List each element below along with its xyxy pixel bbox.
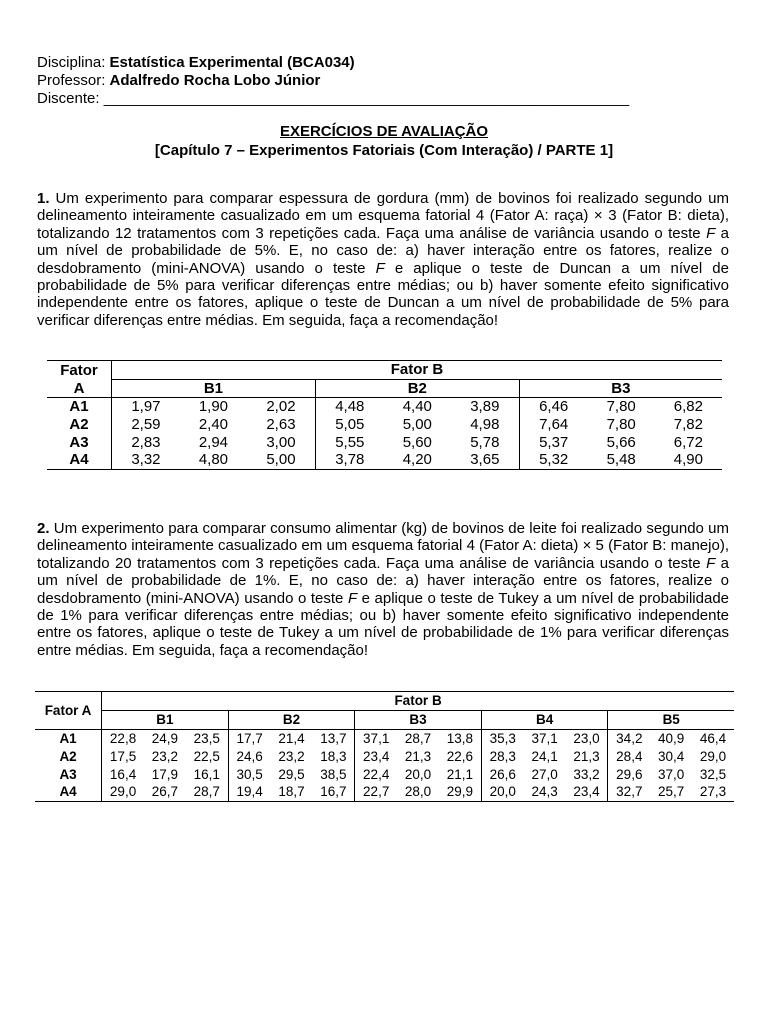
table-cell: 35,3 (489, 730, 516, 746)
question-text: e aplique o teste de Duncan a um nível de probabilidade de 5% para verificar diferenças entre médias; ou b) haver somente efeito significativo independente entre os fatores, aplique o teste de Duncan a um nível de probabilidade de 5% para verificar diferenças entre médias. Em seguida, faça a recomendação! (37, 259, 729, 329)
table-cell: 2,94 (198, 433, 229, 451)
table-cell: 23,5 (186, 729, 228, 747)
group-header: B3 (355, 710, 482, 729)
table-cell: 26,7 (144, 783, 186, 801)
row-label: A3 (47, 433, 112, 451)
table-row (35, 747, 734, 765)
table-cell: 3,32 (112, 451, 180, 469)
table-cell: 21,4 (278, 730, 305, 746)
table-cell: 23,0 (566, 729, 608, 747)
question-text: a um nível de probabilidade de 1%. E, no caso de: a) haver interação entre os fatores, realize o desdobramento (mini-ANOVA) usando o teste (37, 554, 729, 607)
table-1-body (47, 398, 722, 469)
student-blank: _______________________________________________________________ (103, 90, 630, 107)
table-cell: 28,0 (397, 783, 439, 801)
question-text: Um experimento para comparar espessura de gordura (mm) de bovinos foi realizado segundo um delineamento inteiramente casualizado em um esquema fatorial 4 (Fator A: raça) × 3 (Fator B: dieta), totalizando 12 tratamentos com 3 repetições cada. Faça uma análise de variância usando o teste (37, 190, 729, 242)
table-cell: 5,60 (402, 433, 432, 451)
table-cell: 34,2 (616, 730, 643, 746)
group-header: B4 (481, 710, 608, 729)
row-label: A2 (35, 747, 102, 765)
factor-a-header: Fator (47, 361, 112, 380)
table-cell: 6,82 (673, 398, 703, 416)
row-label: A3 (35, 765, 102, 783)
table-cell: 27,0 (531, 766, 558, 782)
table-cell: 5,00 (402, 416, 432, 434)
table-cell: 4,40 (402, 398, 432, 416)
table-row (35, 729, 734, 747)
table-cell: 30,5 (236, 766, 263, 782)
table-cell: 7,80 (606, 416, 636, 434)
factor-a-header: Fator A (35, 692, 102, 730)
table-cell: 5,32 (519, 451, 587, 469)
table-cell: 7,80 (606, 398, 636, 416)
table-cell: 2,02 (247, 398, 315, 416)
table-row (35, 765, 734, 783)
table-cell: 4,20 (384, 451, 451, 469)
table-cell: 5,48 (588, 451, 655, 469)
table-cell: 2,40 (198, 416, 229, 434)
table-cell: 5,55 (335, 433, 365, 451)
group-header: B1 (112, 379, 316, 398)
table-cell: 5,66 (606, 433, 636, 451)
table-cell: 24,1 (531, 748, 558, 764)
table-cell: 5,37 (539, 433, 569, 451)
table-cell: 37,1 (363, 730, 390, 746)
table-cell: 16,7 (312, 783, 354, 801)
italic-f: F (706, 224, 716, 242)
table-cell: 29,9 (439, 783, 481, 801)
table-cell: 5,00 (247, 451, 315, 469)
table-cell: 7,64 (539, 416, 569, 434)
table-cell: 2,63 (247, 416, 315, 434)
table-cell: 3,78 (315, 451, 383, 469)
data-table-1 (47, 360, 722, 470)
table-cell: 23,4 (363, 748, 390, 764)
table-cell: 4,98 (451, 416, 519, 434)
question-number: 1. (37, 190, 50, 207)
table-cell: 29,0 (699, 748, 727, 764)
table-cell: 30,4 (658, 748, 685, 764)
row-label: A4 (47, 451, 112, 469)
table-cell: 25,7 (650, 783, 692, 801)
factor-b-header: Fator B (112, 361, 723, 380)
table-cell: 29,0 (102, 783, 144, 801)
table-cell: 20,0 (481, 783, 523, 801)
student-label: Discente: (37, 90, 104, 107)
table-cell: 6,72 (673, 433, 703, 451)
question-2 (37, 520, 729, 659)
table-cell: 38,5 (312, 765, 354, 783)
discipline-line (37, 54, 629, 72)
table-cell: 17,7 (236, 730, 263, 746)
student-line (37, 90, 629, 108)
table-cell: 29,6 (616, 766, 643, 782)
data-table-2 (35, 691, 734, 802)
table-cell: 13,8 (439, 729, 481, 747)
discipline-label: Disciplina: (37, 54, 110, 71)
table-cell: 6,46 (539, 398, 569, 416)
table-row (47, 398, 722, 416)
table-cell: 22,6 (439, 747, 481, 765)
table-cell: 23,4 (566, 783, 608, 801)
course-header (37, 54, 629, 108)
italic-f: F (375, 259, 385, 277)
table-cell: 19,4 (228, 783, 270, 801)
table-cell: 37,0 (658, 766, 685, 782)
table-cell: 4,90 (655, 451, 722, 469)
table-cell: 28,7 (404, 730, 432, 746)
factor-b-header: Fator B (102, 692, 734, 711)
table-cell: 37,1 (531, 730, 558, 746)
group-header: B5 (608, 710, 734, 729)
table-cell: 16,1 (186, 765, 228, 783)
table-cell: 23,2 (151, 748, 179, 764)
table-cell: 7,82 (673, 416, 703, 434)
table-cell: 1,90 (198, 398, 229, 416)
table-cell: 4,80 (180, 451, 247, 469)
discipline-value: Estatística Experimental (BCA034) (109, 54, 355, 71)
italic-f: F (706, 554, 716, 572)
table-cell: 23,2 (278, 748, 305, 764)
group-header: B2 (315, 379, 519, 398)
table-2-body (35, 729, 734, 801)
title-block (0, 122, 768, 160)
table-cell: 17,5 (109, 748, 137, 764)
row-label: A4 (35, 783, 102, 801)
table-cell: 2,83 (131, 433, 161, 451)
table-cell: 24,9 (151, 730, 179, 746)
table-cell: 46,4 (699, 730, 727, 746)
table-cell: 4,48 (335, 398, 365, 416)
professor-line (37, 72, 629, 90)
italic-f: F (347, 589, 358, 607)
question-text: e aplique o teste de Tukey a um nível de probabilidade de 1% para verificar diferenças entre médias; ou b) haver somente efeito significativo independente entre os fatores, aplique o teste de Tukey a um nível de probabilidade de 1% para verificar diferenças entre médias. Em seguida, faça a recomendação! (37, 589, 730, 659)
group-header: B3 (519, 379, 722, 398)
table-cell: 40,9 (658, 730, 685, 746)
factor-a-header-2: A (47, 379, 112, 398)
table-row (35, 783, 734, 801)
table-cell: 24,3 (524, 783, 566, 801)
table-row (47, 433, 722, 451)
table-cell: 26,6 (489, 766, 516, 782)
table-cell: 28,3 (489, 748, 516, 764)
table-cell: 22,8 (109, 730, 137, 746)
table-cell: 5,05 (335, 416, 365, 434)
table-row (47, 451, 722, 469)
group-header: B1 (102, 710, 229, 729)
table-cell: 21,3 (404, 748, 432, 764)
table-cell: 1,97 (131, 398, 161, 416)
table-cell: 2,59 (131, 416, 161, 434)
table-cell: 5,78 (451, 433, 519, 451)
page-title: EXERCÍCIOS DE AVALIAÇÃO (279, 123, 489, 140)
table-cell: 21,3 (566, 747, 608, 765)
table-cell: 18,3 (312, 747, 354, 765)
table-cell: 28,7 (186, 783, 228, 801)
table-cell: 29,5 (278, 766, 305, 782)
table-cell: 18,7 (271, 783, 313, 801)
table-cell: 27,3 (692, 783, 734, 801)
question-text: Um experimento para comparar consumo alimentar (kg) de bovinos de leite foi realizado segundo um delineamento inteiramente casualizado em um esquema fatorial 4 (Fator A: dieta) × 5 (Fator B: manejo), totalizando 20 tratamentos com 3 repetições cada. Faça uma análise de variância usando o teste (37, 520, 729, 572)
table-cell: 22,5 (186, 747, 228, 765)
professor-value: Adalfredo Rocha Lobo Júnior (109, 72, 321, 89)
table-cell: 22,7 (355, 783, 397, 801)
professor-label: Professor: (37, 72, 110, 89)
table-cell: 16,4 (109, 766, 137, 782)
table-cell: 28,4 (616, 748, 643, 764)
table-cell: 33,2 (566, 765, 608, 783)
table-cell: 20,0 (404, 766, 432, 782)
page-subtitle: [Capítulo 7 – Experimentos Fatoriais (Com Interação) / PARTE 1] (154, 142, 614, 159)
table-cell: 22,4 (363, 766, 390, 782)
table-cell: 24,6 (236, 748, 263, 764)
row-label: A2 (47, 416, 112, 434)
table-cell: 32,5 (699, 766, 727, 782)
table-cell: 21,1 (439, 765, 481, 783)
row-label: A1 (35, 729, 102, 747)
table-cell: 17,9 (151, 766, 179, 782)
question-1 (37, 190, 729, 329)
table-cell: 3,00 (247, 433, 315, 451)
table-cell: 32,7 (608, 783, 650, 801)
table-cell: 3,89 (451, 398, 519, 416)
question-text: a um nível de probabilidade de 5%. E, no caso de: a) haver interação entre os fatores, realize o desdobramento (mini-ANOVA) usando o teste (37, 224, 729, 277)
row-label: A1 (47, 398, 112, 416)
table-row (47, 416, 722, 434)
table-cell: 3,65 (451, 451, 519, 469)
question-number: 2. (37, 520, 50, 537)
table-cell: 13,7 (312, 729, 354, 747)
group-header: B2 (228, 710, 355, 729)
